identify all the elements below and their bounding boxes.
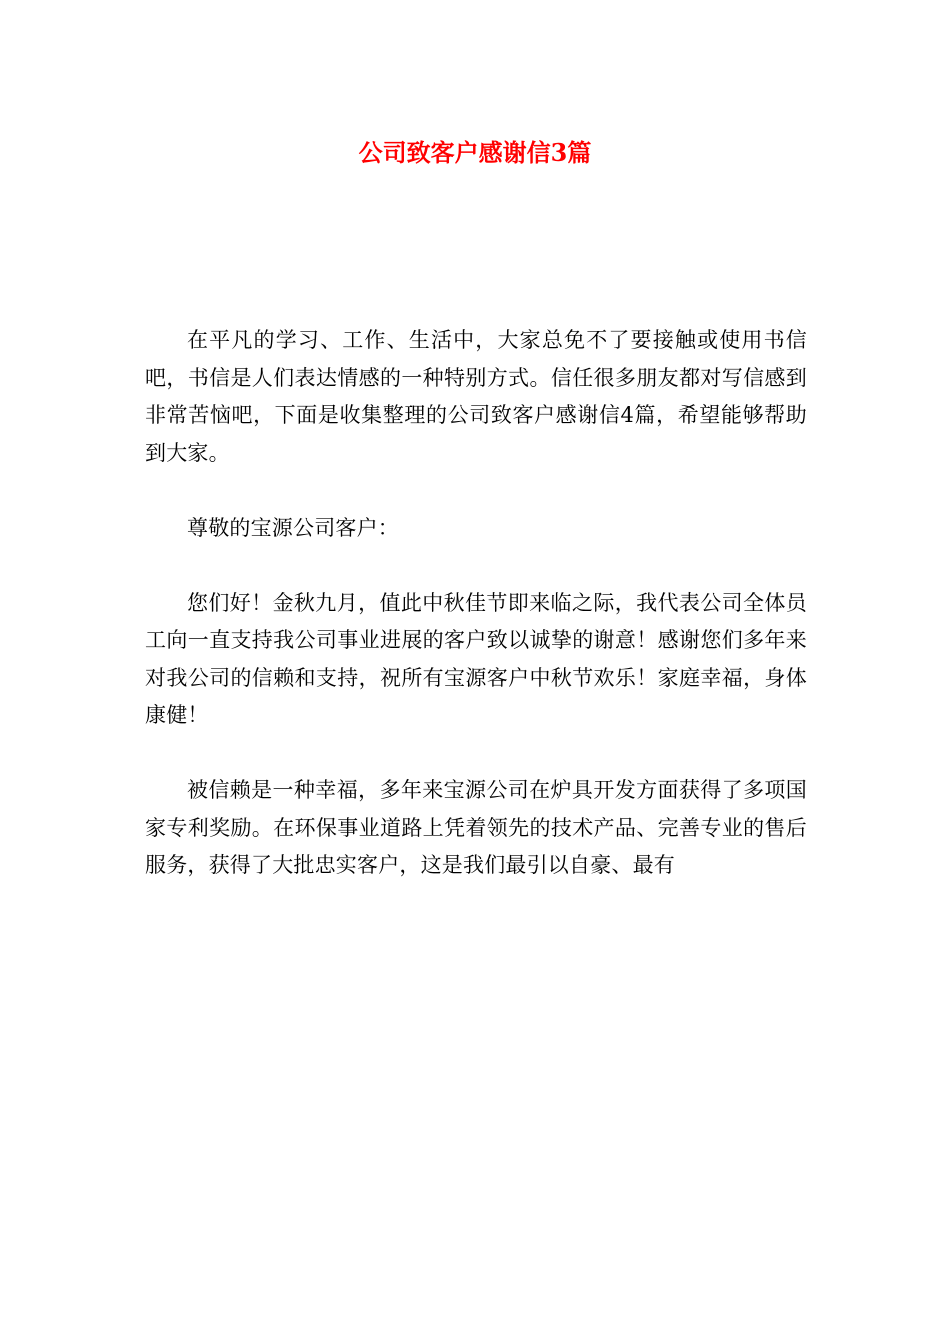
salutation-paragraph: 尊敬的宝源公司客户：	[187, 515, 399, 540]
intro-paragraph: 在平凡的学习、工作、生活中，大家总免不了要接触或使用书信吧，书信是人们表达情感的一种特别方式。信任很多朋友都对写信感到非常苦恼吧，下面是收集整理的公司致客户感谢信4篇，希望能够帮助到大家。	[145, 328, 807, 465]
document-body	[145, 322, 807, 922]
trust-paragraph: 被信赖是一种幸福，多年来宝源公司在炉具开发方面获得了多项国家专利奖励。在环保事业道路上凭着领先的技术产品、完善专业的售后服务，获得了大批忠实客户，这是我们最引以自豪、最有	[145, 778, 807, 877]
greeting-paragraph: 您们好！金秋九月，值此中秋佳节即来临之际，我代表公司全体员工向一直支持我公司事业进展的客户致以诚挚的谢意！感谢您们多年来对我公司的信赖和支持，祝所有宝源客户中秋节欢乐！家庭幸福，身体康健！	[145, 590, 807, 727]
document-title: 公司致客户感谢信3篇	[358, 138, 592, 167]
